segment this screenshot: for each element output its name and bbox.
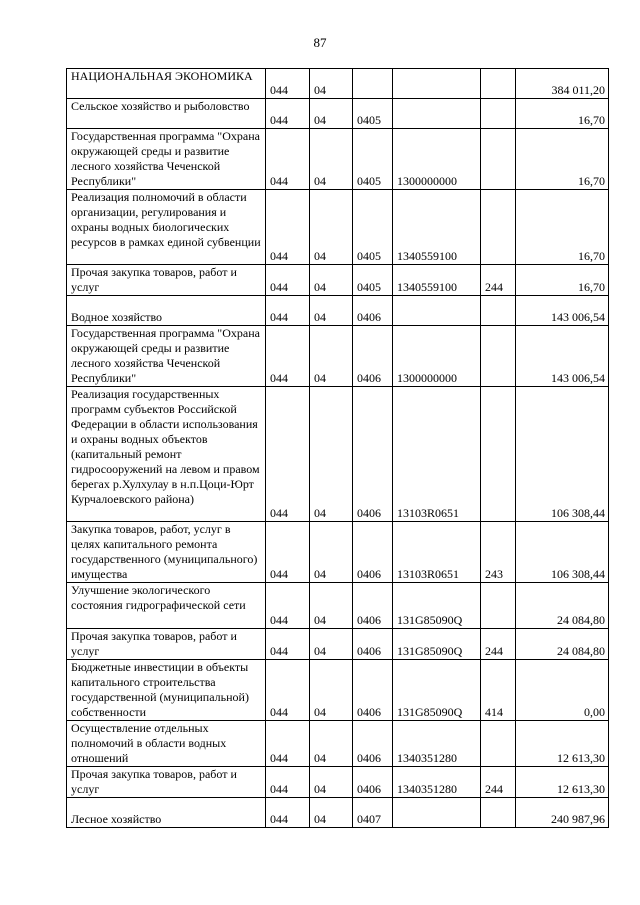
row-rz: 04 (310, 296, 353, 326)
row-sum: 0,00 (516, 660, 609, 721)
row-rz: 04 (310, 767, 353, 798)
row-pr: 0405 (353, 129, 393, 190)
table-row (67, 798, 609, 828)
row-cs: 131G85090Q (393, 660, 481, 721)
row-pr: 0406 (353, 767, 393, 798)
row-pr: 0406 (353, 660, 393, 721)
row-cs: 13103R0651 (393, 522, 481, 583)
row-gr: 044 (266, 721, 310, 767)
row-sum: 106 308,44 (516, 522, 609, 583)
row-rz: 04 (310, 99, 353, 129)
row-vr (481, 721, 516, 767)
row-sum: 240 987,96 (516, 798, 609, 828)
row-rz: 04 (310, 583, 353, 629)
row-gr: 044 (266, 387, 310, 522)
row-gr: 044 (266, 798, 310, 828)
table-row (67, 629, 609, 660)
table-row (67, 99, 609, 129)
row-pr: 0406 (353, 721, 393, 767)
row-rz: 04 (310, 265, 353, 296)
row-rz: 04 (310, 326, 353, 387)
row-pr: 0405 (353, 99, 393, 129)
row-pr: 0406 (353, 326, 393, 387)
row-gr: 044 (266, 660, 310, 721)
row-cs: 1340559100 (393, 265, 481, 296)
row-vr (481, 190, 516, 265)
row-gr: 044 (266, 99, 310, 129)
row-sum: 16,70 (516, 129, 609, 190)
budget-table-body (67, 69, 609, 828)
row-sum: 384 011,20 (516, 69, 609, 99)
table-row (67, 265, 609, 296)
row-gr: 044 (266, 767, 310, 798)
row-rz: 04 (310, 69, 353, 99)
row-name: Бюджетные инвестиции в объекты капитального строительства государственной (муниципальной) собственности (67, 660, 266, 721)
row-cs: 1340351280 (393, 721, 481, 767)
row-name: Реализация государственных программ субъектов Российской Федерации в области использования и охраны водных объектов (капитальный ремонт гидросооружений на левом и правом берегах р.Хулхулау в н.п.Цоци-Юрт Курчалоевского района) (67, 387, 266, 522)
row-sum: 106 308,44 (516, 387, 609, 522)
row-vr (481, 296, 516, 326)
row-name: Лесное хозяйство (67, 798, 266, 828)
row-gr: 044 (266, 265, 310, 296)
row-cs: 131G85090Q (393, 629, 481, 660)
table-row (67, 522, 609, 583)
row-sum: 12 613,30 (516, 721, 609, 767)
row-name: Прочая закупка товаров, работ и услуг (67, 629, 266, 660)
row-vr (481, 798, 516, 828)
row-pr: 0406 (353, 387, 393, 522)
row-name: Государственная программа "Охрана окружающей среды и развитие лесного хозяйства Чеченской Республики" (67, 129, 266, 190)
row-sum: 143 006,54 (516, 326, 609, 387)
table-row (67, 129, 609, 190)
row-gr: 044 (266, 296, 310, 326)
row-name: Сельское хозяйство и рыболовство (67, 99, 266, 129)
row-pr: 0406 (353, 583, 393, 629)
row-name: Осуществление отдельных полномочий в области водных отношений (67, 721, 266, 767)
row-rz: 04 (310, 629, 353, 660)
row-rz: 04 (310, 129, 353, 190)
row-pr (353, 69, 393, 99)
row-vr (481, 129, 516, 190)
row-pr: 0405 (353, 190, 393, 265)
row-pr: 0406 (353, 296, 393, 326)
row-name: Реализация полномочий в области организации, регулирования и охраны водных биологических ресурсов в рамках единой субвенции (67, 190, 266, 265)
table-row (67, 660, 609, 721)
budget-table (66, 68, 609, 828)
row-pr: 0406 (353, 629, 393, 660)
row-name: Закупка товаров, работ, услуг в целях капитального ремонта государственного (муниципального) имущества (67, 522, 266, 583)
row-vr: 243 (481, 522, 516, 583)
row-cs: 1300000000 (393, 129, 481, 190)
row-vr (481, 583, 516, 629)
row-vr: 244 (481, 767, 516, 798)
row-cs: 1300000000 (393, 326, 481, 387)
row-vr (481, 326, 516, 387)
row-rz: 04 (310, 190, 353, 265)
row-gr: 044 (266, 326, 310, 387)
row-sum: 24 084,80 (516, 583, 609, 629)
table-row (67, 69, 609, 99)
row-cs: 13103R0651 (393, 387, 481, 522)
row-cs (393, 99, 481, 129)
row-gr: 044 (266, 522, 310, 583)
row-cs: 1340559100 (393, 190, 481, 265)
row-sum: 16,70 (516, 265, 609, 296)
row-sum: 24 084,80 (516, 629, 609, 660)
table-row (67, 387, 609, 522)
row-vr (481, 387, 516, 522)
table-row (67, 326, 609, 387)
row-rz: 04 (310, 721, 353, 767)
row-vr: 244 (481, 629, 516, 660)
row-name: Прочая закупка товаров, работ и услуг (67, 767, 266, 798)
row-name: Водное хозяйство (67, 296, 266, 326)
row-gr: 044 (266, 583, 310, 629)
row-sum: 12 613,30 (516, 767, 609, 798)
row-rz: 04 (310, 522, 353, 583)
row-cs (393, 296, 481, 326)
row-name: Улучшение экологического состояния гидрографической сети (67, 583, 266, 629)
table-row (67, 721, 609, 767)
page-number: 87 (313, 35, 327, 50)
row-gr: 044 (266, 69, 310, 99)
row-gr: 044 (266, 629, 310, 660)
table-row (67, 583, 609, 629)
row-sum: 143 006,54 (516, 296, 609, 326)
row-vr: 414 (481, 660, 516, 721)
row-name: Государственная программа "Охрана окружающей среды и развитие лесного хозяйства Чеченской Республики" (67, 326, 266, 387)
table-row (67, 296, 609, 326)
row-gr: 044 (266, 190, 310, 265)
row-cs (393, 69, 481, 99)
row-gr: 044 (266, 129, 310, 190)
row-name: НАЦИОНАЛЬНАЯ ЭКОНОМИКА (67, 69, 266, 99)
table-row (67, 767, 609, 798)
row-name: Прочая закупка товаров, работ и услуг (67, 265, 266, 296)
row-rz: 04 (310, 387, 353, 522)
row-sum: 16,70 (516, 99, 609, 129)
row-cs: 131G85090Q (393, 583, 481, 629)
row-vr: 244 (481, 265, 516, 296)
row-cs: 1340351280 (393, 767, 481, 798)
row-rz: 04 (310, 798, 353, 828)
row-rz: 04 (310, 660, 353, 721)
row-pr: 0407 (353, 798, 393, 828)
row-sum: 16,70 (516, 190, 609, 265)
row-cs (393, 798, 481, 828)
row-vr (481, 69, 516, 99)
table-row (67, 190, 609, 265)
row-pr: 0405 (353, 265, 393, 296)
row-vr (481, 99, 516, 129)
row-pr: 0406 (353, 522, 393, 583)
